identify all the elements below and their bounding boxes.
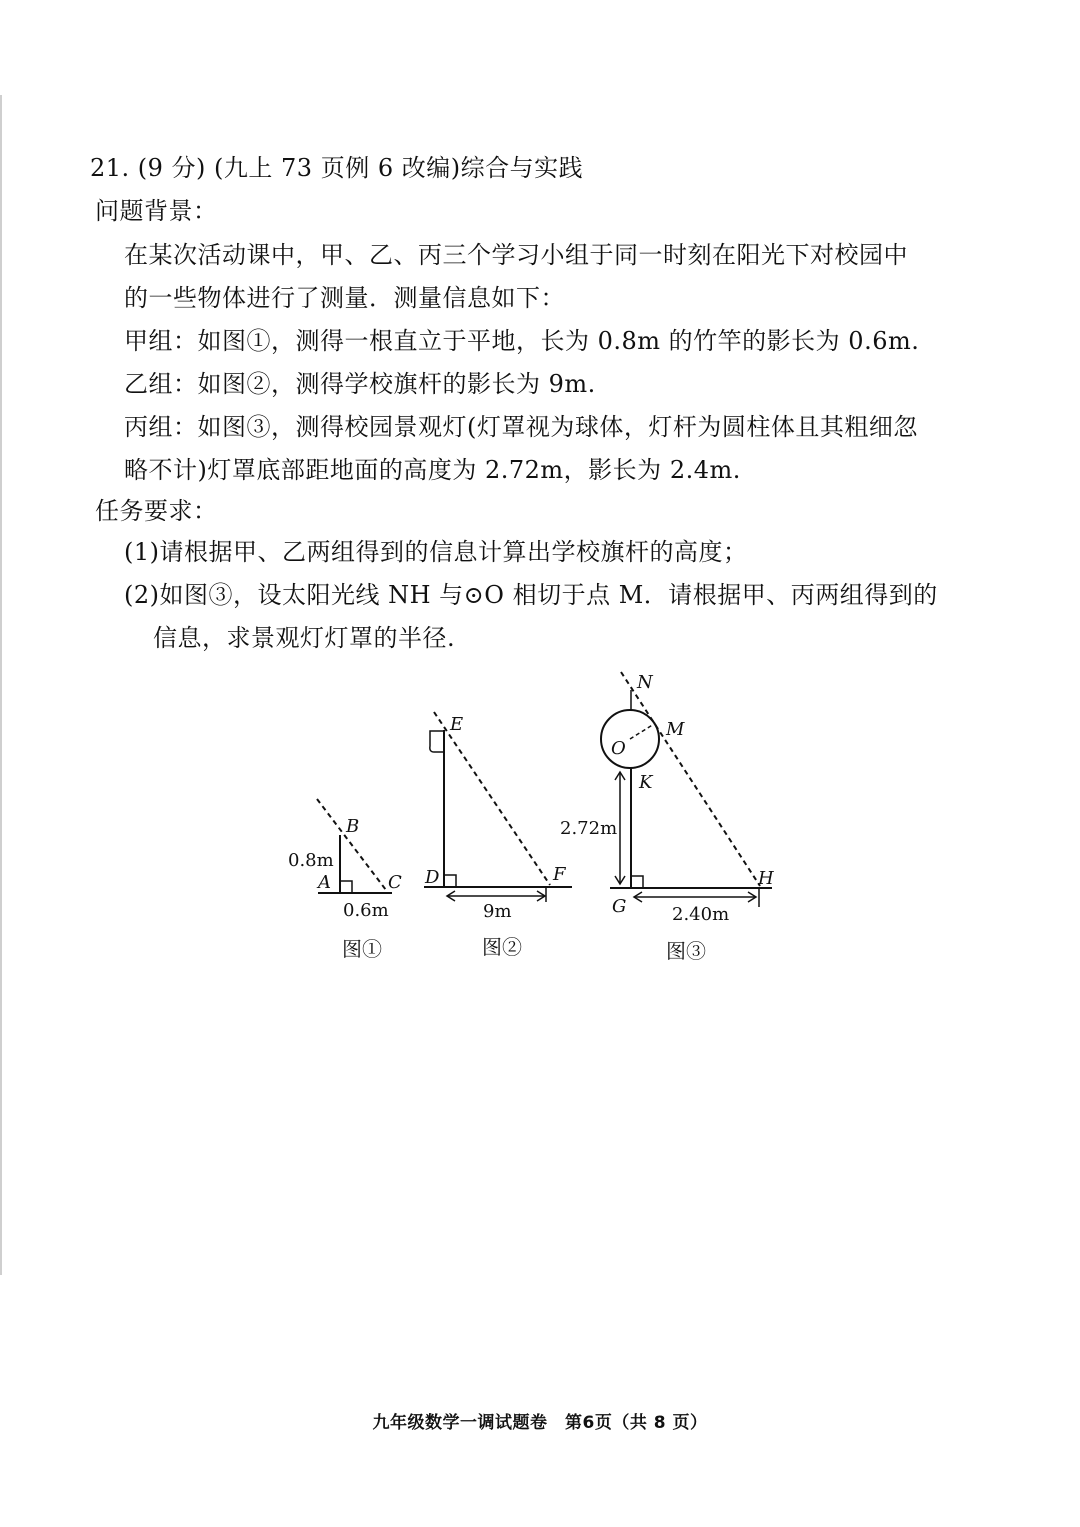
- fig2-sun-ray: [434, 712, 550, 885]
- figure-2: [424, 712, 572, 902]
- point-c: C: [388, 872, 402, 893]
- group-bing-info-cont: 略不计)灯罩底部距地面的高度为 2.72m，影长为 2.4m.: [124, 456, 741, 484]
- page-footer: 九年级数学一调试题卷 第6页（共 8 页）: [372, 1413, 708, 1433]
- fig1-shadow-label: 0.6m: [343, 900, 389, 921]
- point-f: F: [553, 864, 566, 885]
- fig1-caption: 图①: [342, 937, 382, 961]
- background-paragraph-line: 在某次活动课中，甲、乙、丙三个学习小组于同一时刻在阳光下对校园中: [124, 241, 908, 269]
- task-2: (2)如图③，设太阳光线 NH 与⊙O 相切于点 M．请根据甲、丙两组得到的: [124, 581, 938, 609]
- fig3-height-label: 2.72m: [560, 818, 618, 839]
- fig2-caption: 图②: [482, 935, 522, 959]
- fig1-height-label: 0.8m: [288, 850, 334, 871]
- fig3-caption: 图③: [666, 939, 706, 963]
- point-g: G: [612, 896, 627, 917]
- task-2-cont: 信息，求景观灯灯罩的半径.: [153, 624, 456, 652]
- point-m: M: [666, 719, 685, 740]
- fig2-right-angle: [444, 875, 456, 887]
- background-paragraph-line: 的一些物体进行了测量．测量信息如下：: [124, 284, 565, 312]
- point-o: O: [611, 738, 626, 759]
- figure-3: [601, 672, 772, 907]
- question-title: 21. (9 分) (九上 73 页例 6 改编)综合与实践: [90, 154, 584, 182]
- task-heading: 任务要求：: [95, 497, 218, 525]
- fig2-shadow-label: 9m: [483, 901, 512, 922]
- point-b: B: [346, 816, 360, 837]
- fig1-right-angle: [340, 881, 352, 893]
- fig3-labels: [560, 672, 774, 963]
- point-k: K: [639, 772, 653, 793]
- point-n: N: [637, 672, 653, 693]
- fig2-flag: [430, 731, 444, 752]
- group-yi-info: 乙组：如图②，测得学校旗杆的影长为 9m.: [124, 370, 596, 398]
- background-heading: 问题背景：: [95, 197, 218, 225]
- point-a: A: [318, 872, 331, 893]
- point-h: H: [758, 868, 774, 889]
- task-1: (1)请根据甲、乙两组得到的信息计算出学校旗杆的高度；: [124, 538, 748, 566]
- fig2-labels: [424, 714, 567, 959]
- group-jia-info: 甲组：如图①，测得一根直立于平地，长为 0.8m 的竹竿的影长为 0.6m.: [124, 327, 920, 355]
- fig3-radius-om: [630, 724, 654, 739]
- fig3-right-angle: [631, 876, 643, 888]
- point-d: D: [425, 867, 440, 888]
- fig3-shadow-label: 2.40m: [672, 904, 730, 925]
- group-bing-info: 丙组：如图③，测得校园景观灯(灯罩视为球体，灯杆为圆柱体且其粗细忽: [124, 413, 918, 441]
- point-e: E: [450, 714, 464, 735]
